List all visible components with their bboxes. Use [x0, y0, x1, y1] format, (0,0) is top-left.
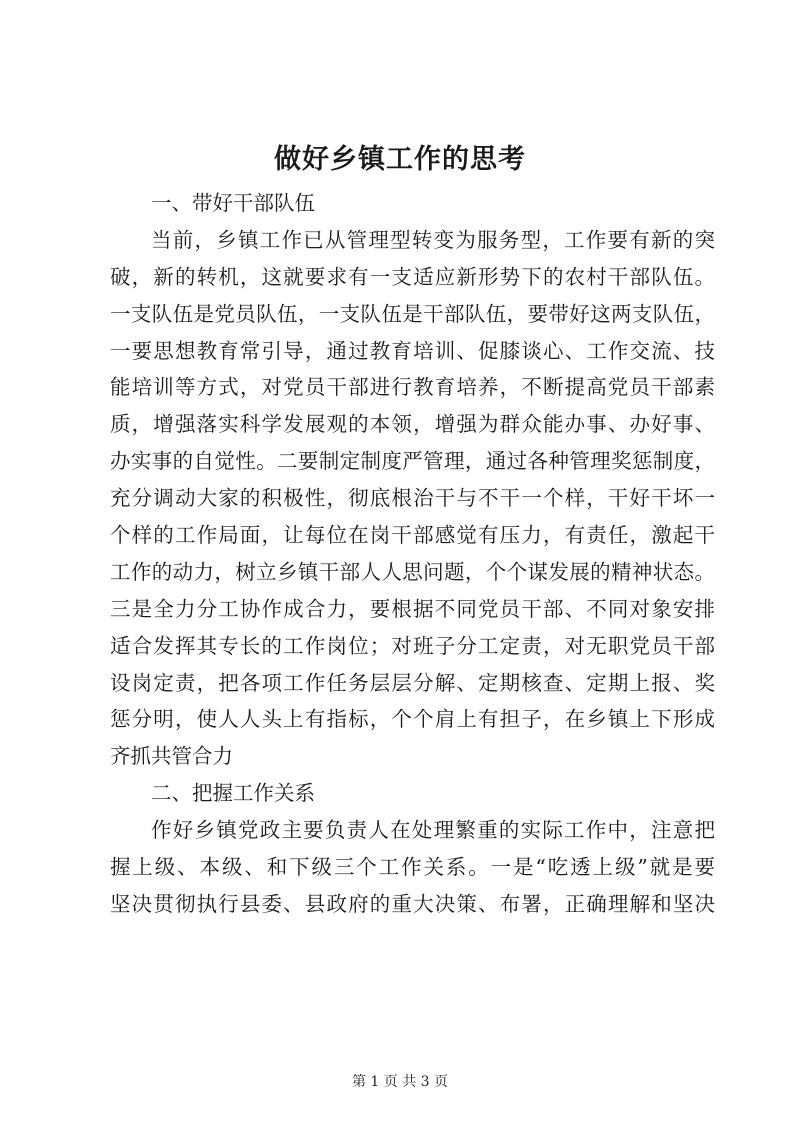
- paragraph-line: 齐抓共管合力: [110, 744, 233, 769]
- paragraph-line: 一要思想教育常引导，通过教育培训、促膝谈心、工作交流、技: [110, 338, 715, 363]
- page-title: 做好乡镇工作的思考: [274, 144, 526, 175]
- paragraph-line: 设岗定责，把各项工作任务层层分解、定期核查、定期上报、奖: [110, 670, 715, 695]
- paragraph-line: 办实事的自觉性。二要制定制度严管理，通过各种管理奖惩制度，: [110, 449, 715, 474]
- section-heading: 一、带好干部队伍: [151, 191, 315, 215]
- paragraph-line: 个样的工作局面，让每位在岗干部感觉有压力，有责任，激起干: [110, 523, 715, 548]
- paragraph-line: 当前，乡镇工作已从管理型转变为服务型，工作要有新的突: [151, 227, 715, 252]
- paragraph-line: 工作的动力，树立乡镇干部人人思问题，个个谋发展的精神状态。: [110, 559, 715, 584]
- paragraph-line: 一支队伍是党员队伍，一支队伍是干部队伍，要带好这两支队伍，: [110, 301, 715, 326]
- paragraph-line: 三是全力分工协作成合力，要根据不同党员干部、不同对象安排: [110, 596, 715, 621]
- paragraph-line: 坚决贯彻执行县委、县政府的重大决策、布署，正确理解和坚决: [110, 891, 715, 916]
- paragraph-line: 惩分明，使人人头上有指标，个个肩上有担子，在乡镇上下形成: [110, 707, 715, 732]
- paragraph-line: 作好乡镇党政主要负责人在处理繁重的实际工作中，注意把: [151, 818, 715, 843]
- page-footer: 第 1 页 共 3 页: [351, 1074, 449, 1090]
- paragraph-line: 破，新的转机，这就要求有一支适应新形势下的农村干部队伍。: [110, 264, 715, 289]
- document-body: [110, 185, 715, 923]
- paragraph-line: 质，增强落实科学发展观的本领，增强为群众能办事、办好事、: [110, 412, 715, 437]
- section-heading: 二、把握工作关系: [151, 781, 315, 806]
- paragraph-line: 适合发挥其专长的工作岗位；对班子分工定责，对无职党员干部: [110, 633, 715, 658]
- paragraph-line: 能培训等方式，对党员干部进行教育培养，不断提高党员干部素: [110, 375, 715, 400]
- paragraph-line: 充分调动大家的积极性，彻底根治干与不干一个样，干好干坏一: [110, 486, 715, 511]
- paragraph-line: 握上级、本级、和下级三个工作关系。一是“吃透上级”就是要: [110, 855, 715, 880]
